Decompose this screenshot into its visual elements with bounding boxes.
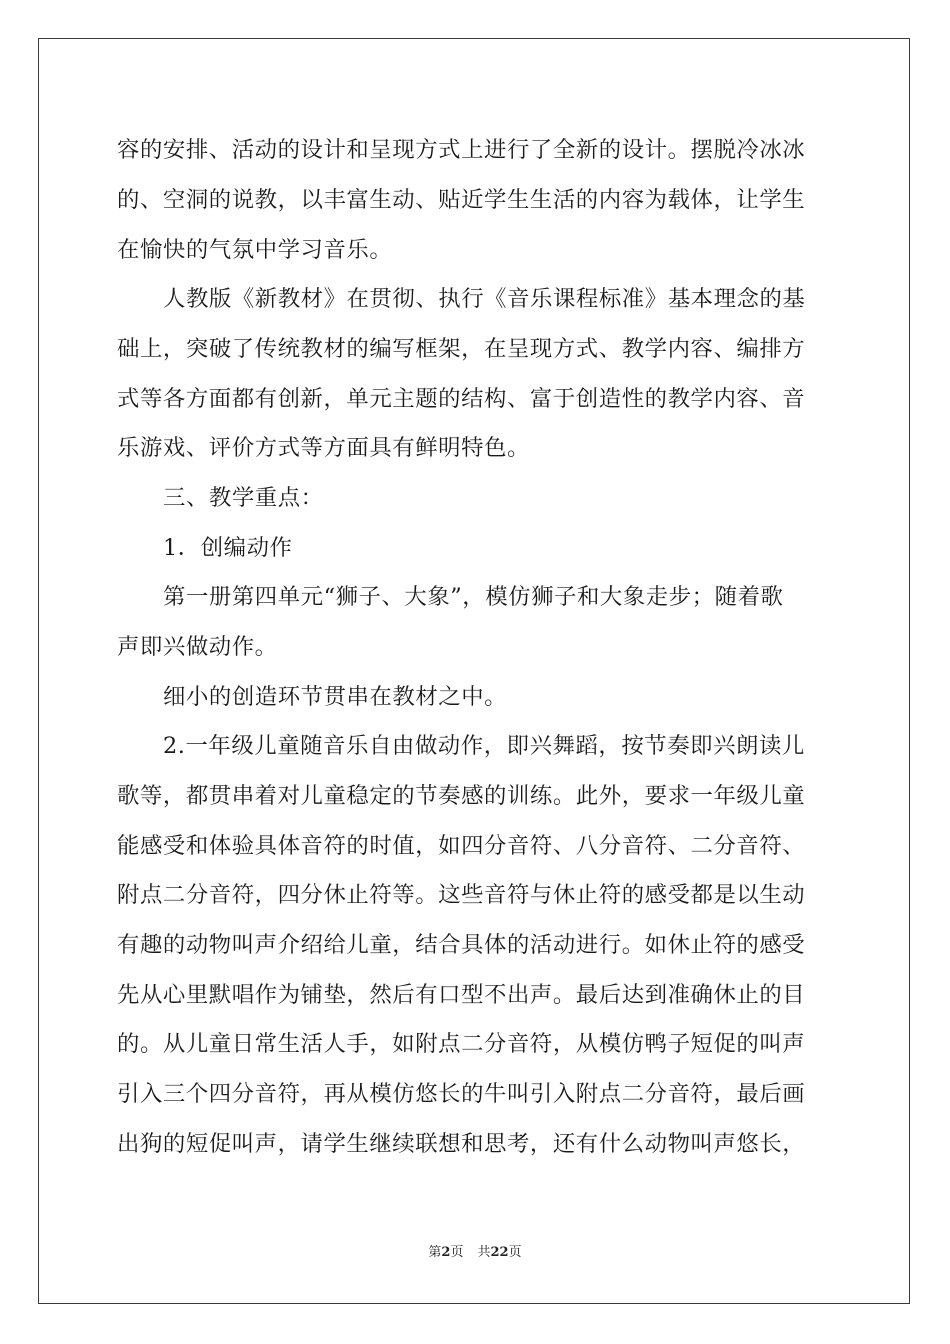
total-pages-label: 共22页: [477, 1245, 522, 1260]
text-line: 乐游戏、评价方式等方面具有鲜明特色。: [117, 435, 530, 461]
text-line: 础上，突破了传统教材的编写框架，在呈现方式、教学内容、编排方: [117, 336, 806, 362]
section-heading: 三、教学重点：: [163, 485, 324, 511]
text-line: 出狗的短促叫声，请学生继续联想和思考，还有什么动物叫声悠长，: [117, 1131, 806, 1157]
text-line: 的。从儿童日常生活人手，如附点二分音符，从模仿鸭子短促的叫声: [117, 1031, 806, 1057]
total-pages-number: 22: [490, 1245, 509, 1260]
text-line: 先从心里默唱作为铺垫，然后有口型不出声。最后达到准确休止的目: [117, 982, 806, 1008]
page-label: 第2页: [428, 1245, 464, 1260]
text-line: 附点二分音符，四分休止符等。这些音符与休止符的感受都是以生动: [117, 882, 806, 908]
page-border: [38, 38, 910, 1304]
paragraph-first-line: 2.一年级儿童随音乐自由做动作，即兴舞蹈，按节奏即兴朗读儿: [163, 733, 805, 759]
page-footer: [0, 1245, 950, 1261]
text-line: 能感受和体验具体音符的时值，如四分音符、八分音符、二分音符、: [117, 833, 806, 859]
text-line: 声即兴做动作。: [117, 634, 278, 660]
text-line: 在愉快的气氛中学习音乐。: [117, 237, 393, 263]
text-line: 引入三个四分音符，再从模仿悠长的牛叫引入附点二分音符，最后画: [117, 1081, 806, 1107]
text-line: 的、空洞的说教，以丰富生动、贴近学生生活的内容为载体，让学生: [117, 187, 806, 213]
text-line: 有趣的动物叫声介绍给儿童，结合具体的活动进行。如休止符的感受: [117, 932, 806, 958]
page-number: 2: [441, 1245, 451, 1260]
text-line: 式等各方面都有创新，单元主题的结构、富于创造性的教学内容、音: [117, 386, 806, 412]
text-line: 歌等，都贯串着对儿童稳定的节奏感的训练。此外，要求一年级儿童: [117, 783, 806, 809]
paragraph-first-line: 第一册第四单元“狮子、大象”，模仿狮子和大象走步；随着歌: [163, 584, 784, 610]
subsection-heading: 1．创编动作: [163, 535, 293, 561]
paragraph-first-line: 人教版《新教材》在贯彻、执行《音乐课程标准》基本理念的基: [163, 286, 806, 312]
paragraph-first-line: 细小的创造环节贯串在教材之中。: [163, 684, 508, 710]
text-line: 容的安排、活动的设计和呈现方式上进行了全新的设计。摆脱冷冰冰: [117, 137, 806, 163]
